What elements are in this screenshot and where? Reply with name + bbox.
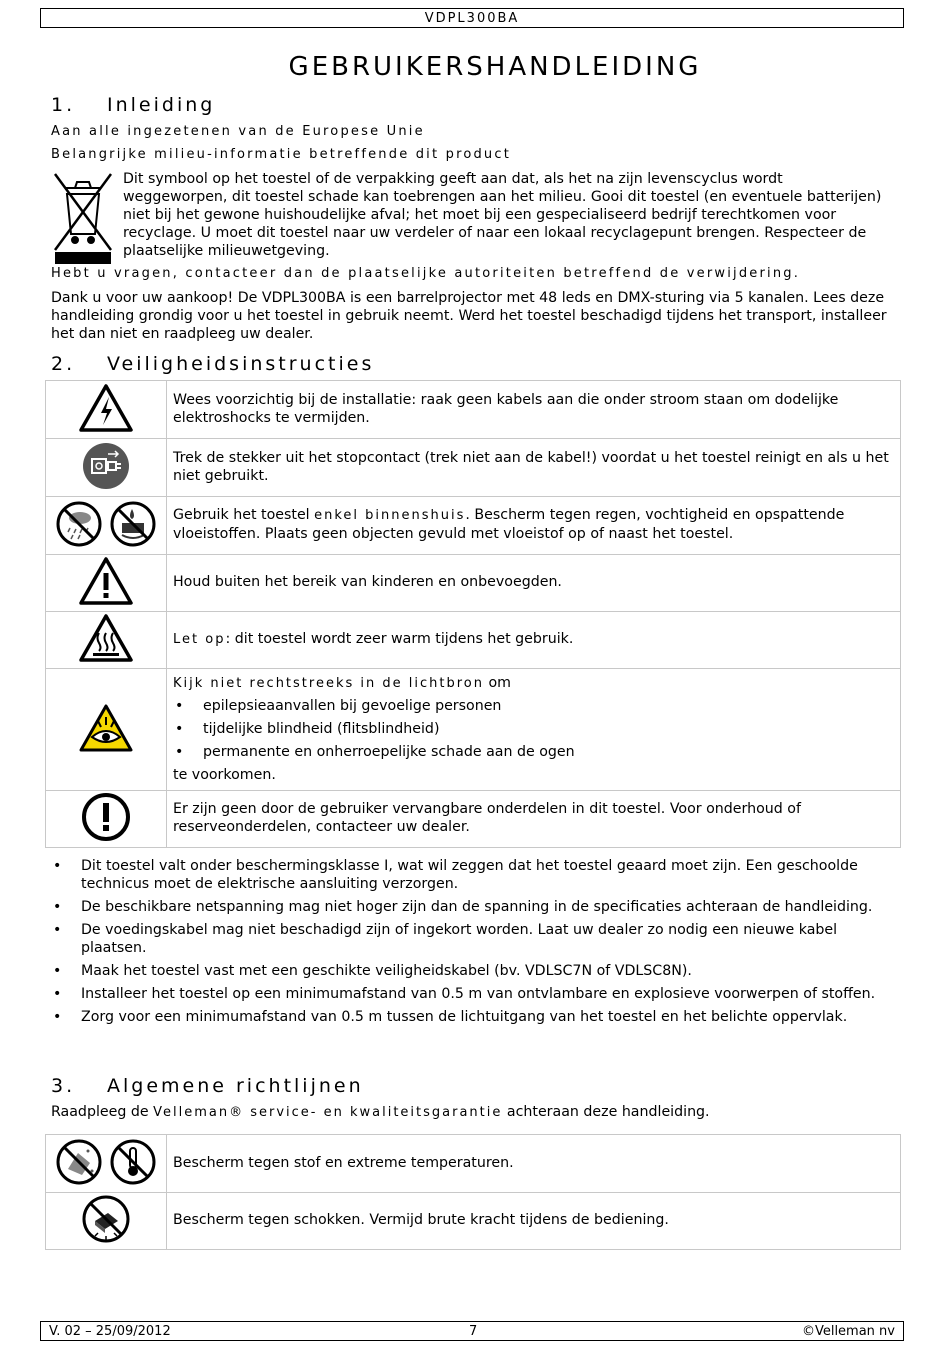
safety-text-5: Let op: dit toestel wordt zeer warm tijdens het gebruik. (167, 612, 901, 669)
no-shock-icon (82, 1195, 130, 1243)
general-row (46, 1135, 901, 1193)
safety-table (45, 380, 901, 848)
list-item: • De beschikbare netspanning mag niet hoger zijn dan de spanning in de specificaties achteraan de handleiding. (51, 898, 901, 916)
safety-text-7: Er zijn geen door de gebruiker vervangbare onderdelen in dit toestel. Voor onderhoud of reserveonderdelen, contacteer uw dealer. (167, 791, 901, 848)
section-heading-1: 1. Inleiding (51, 94, 216, 116)
eye-hazard-list (173, 697, 894, 761)
header-model: VDPL300BA (424, 11, 520, 26)
general-text-1: Bescherm tegen stof en extreme temperaturen. (167, 1135, 901, 1193)
section-heading-3: 3. Algemene richtlijnen (51, 1075, 364, 1097)
attention-icon (81, 792, 131, 842)
general-row (46, 1193, 901, 1250)
list-item: • Zorg voor een minimumafstand van 0.5 m tussen de lichtuitgang van het toestel en het belichte oppervlak. (51, 1008, 901, 1026)
general-table (45, 1134, 901, 1250)
safety-text-1: Wees voorzichtig bij de installatie: raak geen kabels aan die onder stroom staan om dodelijke elektroshocks te vermijden. (167, 381, 901, 439)
section-heading-2: 2. Veiligheidsinstructies (51, 353, 375, 375)
header-box (40, 8, 904, 28)
footer-copyright: ©Velleman nv (801, 1324, 895, 1339)
safety-row (46, 669, 901, 791)
no-extreme-temperature-icon (110, 1139, 156, 1185)
no-liquid-icon (110, 501, 156, 547)
list-item: • permanente en onherroepelijke schade aan de ogen (173, 743, 894, 761)
unplug-icon (82, 442, 130, 490)
thanks-text: Dank u voor uw aankoop! De VDPL300BA is een barrelprojector met 48 leds en DMX-sturing via 5 kanalen. Lees deze handleiding grondig voor u het toestel in gebruik neemt. Werd het toestel beschadigd tijdens het transport, installeer het dan niet en raadpleeg uw dealer. (51, 290, 887, 342)
safety-row (46, 439, 901, 497)
weee-bin-icon (51, 170, 115, 266)
safety-text-2: Trek de stekker uit het stopcontact (trek niet aan de kabel!) voordat u het toestel reinigt en als u het niet gebruikt. (167, 439, 901, 497)
footer-box (40, 1321, 904, 1341)
eye-hazard-icon (78, 703, 134, 753)
list-item: • Dit toestel valt onder beschermingsklasse I, wat wil zeggen dat het toestel geaard moet zijn. Een geschoolde technicus moet de elektrische aansluiting verzorgen. (51, 857, 901, 893)
footer-version: V. 02 – 25/09/2012 (49, 1324, 171, 1339)
safety-text-6: Kijk niet rechtstreeks in de lichtbron om • epilepsieaanvallen bij gevoelige personen • tijdelijke blindheid (flitsblindheid) • permanente en onherroepelijke schade aan de ogen te voorkomen. (167, 669, 901, 791)
list-item: • tijdelijke blindheid (flitsblindheid) (173, 720, 894, 738)
caution-icon (78, 556, 134, 606)
safety-bullet-list (51, 857, 901, 1031)
footer-page-number: 7 (469, 1324, 478, 1339)
safety-row (46, 612, 901, 669)
safety-row (46, 791, 901, 848)
no-dust-icon (56, 1139, 102, 1185)
safety-text-3: Gebruik het toestel enkel binnenshuis. Bescherm tegen regen, vochtigheid en opspattende vloeistoffen. Plaats geen objecten gevuld met vloeistof op of naast het toestel. (167, 497, 901, 555)
safety-row (46, 555, 901, 612)
eu-heading: Aan alle ingezetenen van de Europese Unie (51, 124, 425, 139)
list-item: • Installeer het toestel op een minimumafstand van 0.5 m van ontvlambare en explosieve voorwerpen of stoffen. (51, 985, 901, 1003)
questions-text: Hebt u vragen, contacteer dan de plaatselijke autoriteiten betreffend de verwijdering. (51, 266, 801, 281)
safety-text-4: Houd buiten het bereik van kinderen en onbevoegden. (167, 555, 901, 612)
general-text-2: Bescherm tegen schokken. Vermijd brute kracht tijdens de bediening. (167, 1193, 901, 1250)
hot-surface-icon (78, 613, 134, 663)
general-text: Raadpleeg de Velleman® service- en kwaliteitsgarantie achteraan deze handleiding. (51, 1104, 710, 1120)
list-item: • De voedingskabel mag niet beschadigd zijn of ingekort worden. Laat uw dealer zo nodig een nieuwe kabel plaatsen. (51, 921, 901, 957)
safety-row (46, 497, 901, 555)
no-rain-icon (56, 501, 102, 547)
electric-shock-icon (78, 383, 134, 433)
document-title: GEBRUIKERSHANDLEIDING (288, 52, 702, 82)
environment-heading: Belangrijke milieu-informatie betreffende dit product (51, 147, 512, 162)
weee-text: Dit symbool op het toestel of de verpakking geeft aan dat, als het na zijn levenscyclus wordt weggeworpen, dit toestel schade kan toebrengen aan het milieu. Gooi dit toestel (en eventuele batterijen) niet bij het gewone huishoudelijke afval; het moet bij een gespecialiseerd bedrijf terechtkomen voor recyclage. U moet dit toestel naar uw verdeler of naar een lokaal recyclagepunt brengen. Respecteer de plaatselijke milieuwetgeving. (123, 171, 882, 259)
safety-row (46, 381, 901, 439)
list-item: • Maak het toestel vast met een geschikte veiligheidskabel (bv. VDLSC7N of VDLSC8N). (51, 962, 901, 980)
list-item: • epilepsieaanvallen bij gevoelige personen (173, 697, 894, 715)
